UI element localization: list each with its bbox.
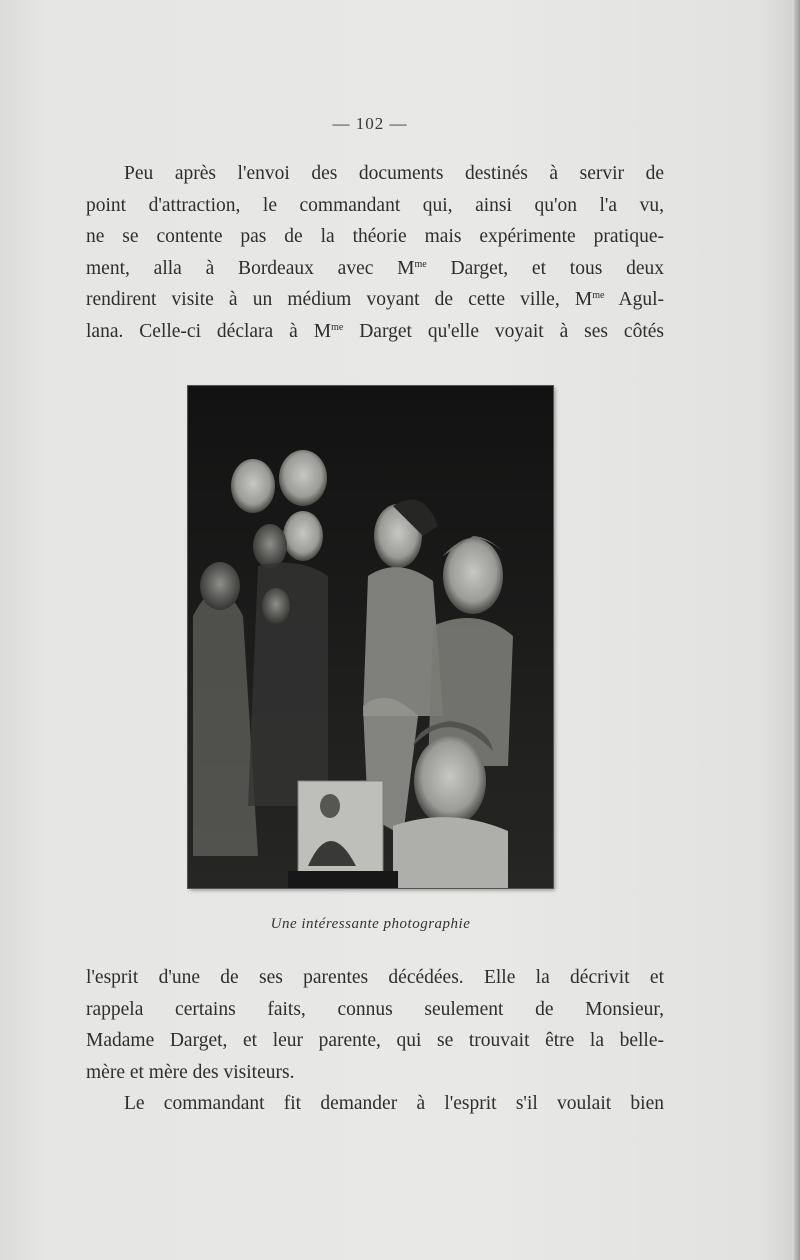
text-line: lana. Celle-ci déclara à $M^{me}$ Darget qu'elle voyait à ses côtés [86,320,664,342]
photograph-image [188,386,553,888]
text-line: ment, alla à Bordeaux avec $M^{me}$ Darget, et tous deux [86,257,665,279]
spirit-photograph [188,386,553,888]
paragraph-top [86,158,664,347]
text-line: point d'attraction, le commandant qui, ainsi qu'on l'a vu, [86,194,664,216]
photo-caption: Une intéressante photographie [270,916,471,932]
text-line: ne se contente pas de la théorie mais expérimente pratique- [86,226,664,247]
paragraph-bottom [86,962,664,1120]
text-line: Peu après l'envoi des documents destinés à servir de [124,163,664,184]
page-edge [794,0,800,1260]
text-line: mère et mère des visiteurs. [86,1061,295,1083]
page-number: — 102 — [332,114,408,133]
text-line: Madame Darget, et leur parente, qui se trouvait être la belle- [86,1030,664,1051]
text-line: rappela certains faits, connus seulement de Monsieur, [86,998,664,1020]
text-line: Le commandant fit demander à l'esprit s'il voulait bien [124,1093,664,1114]
text-line: l'esprit d'une de ses parentes décédées. Elle la décrivit et [86,967,664,988]
text-line: rendirent visite à un médium voyant de cette ville, $M^{me}$ Agul- [86,289,665,310]
